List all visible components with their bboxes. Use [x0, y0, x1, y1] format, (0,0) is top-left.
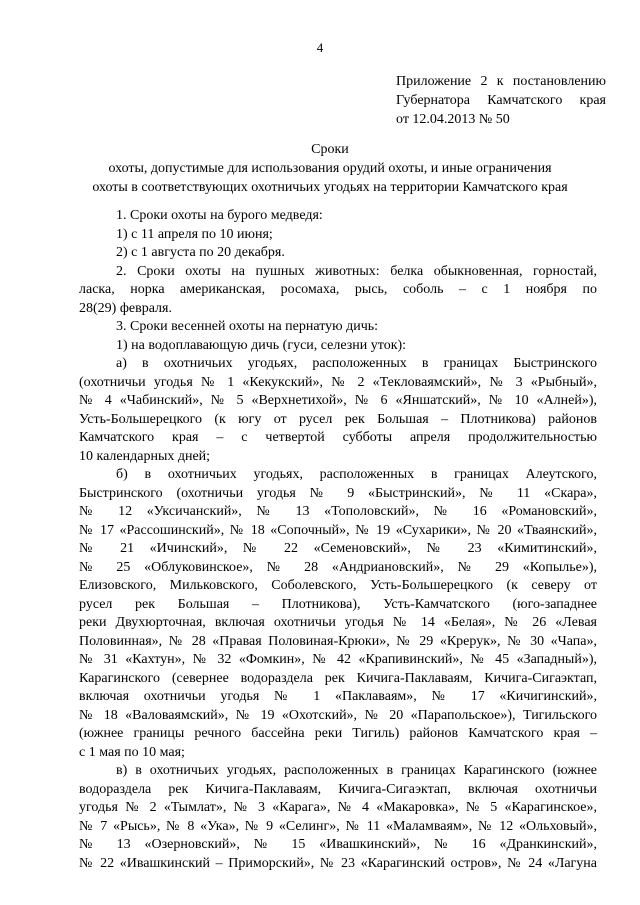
body-line: водораздела рек Кичига-Паклаваям, Кичига-Сигаэктап, включая охотничьи: [79, 781, 597, 797]
body-line: № 31 «Кахтун», № 32 «Фомкин», № 42 «Крапивинский», № 45 «Западный»),: [79, 652, 597, 667]
body-line: 2. Сроки охоты на пушных животных: белка обыкновенная, горностай,: [116, 263, 597, 279]
body-line: Усть-Большерецкого (к югу от русел рек Большая – Плотникова) районов: [79, 411, 597, 427]
body-line: № 17 «Рассошинский», № 18 «Сопочный», № 19 «Сухарики», № 20 «Тваянский»,: [79, 522, 597, 538]
appendix-line: Губернатора Камчатского края: [396, 93, 606, 108]
body-line: Елизовского, Мильковского, Соболевского, Усть-Большерецкого (к северу от: [79, 578, 597, 593]
body-line: Карагинского (севернее водораздела рек Кичига-Паклаваям, Кичига-Сигаэктап,: [79, 670, 597, 686]
appendix-line: от 12.04.2013 № 50: [396, 112, 510, 127]
body-line: № 25 «Облуковинское», № 28 «Андриановский», № 29 «Копылье»),: [79, 559, 597, 575]
appendix-line: Приложение 2 к постановлению: [396, 74, 606, 89]
body-line: 2) с 1 августа по 20 декабря.: [116, 245, 285, 260]
title-line: охоты в соответствующих охотничьих угодьях на территории Камчатского края: [92, 180, 568, 195]
body-line: включая охотничьи угодья № 1 «Паклаваям», № 17 «Кичигинский»,: [79, 689, 597, 704]
body-line: 28(29) февраля.: [79, 300, 172, 316]
body-line: № 21 «Ичинский», № 22 «Семеновский», № 23 «Кимитинский»,: [79, 541, 597, 556]
page-number: 4: [316, 40, 324, 55]
body-line: № 12 «Уксичанский», № 13 «Тополовский», № 16 «Романовский»,: [79, 504, 597, 519]
body-line: Быстринского (охотничьи угодья № 9 «Быстринский», № 11 «Скара»,: [79, 485, 597, 501]
body-line: а) в охотничьих угодьях, расположенных в границах Быстринского: [116, 356, 597, 371]
body-line: реки Двухюрточная, включая охотничьи угодья № 14 «Белая», № 26 «Левая: [79, 615, 597, 630]
body-line: № 18 «Валоваямский», № 19 «Охотский», № 20 «Парапольское»), Тигильского: [79, 707, 597, 723]
title-line: Сроки: [311, 142, 349, 157]
body-line: с 1 мая по 10 мая;: [79, 744, 185, 760]
body-line: № 7 «Рысь», № 8 «Ука», № 9 «Селинг», № 11 «Маламваям», № 12 «Ольховый»,: [79, 818, 597, 834]
body-line: Половинная», № 28 «Правая Половиная-Крюки», № 29 «Крерук», № 30 «Чапа»,: [79, 633, 597, 649]
body-line: 10 календарных дней;: [79, 448, 211, 464]
body-line: 1. Сроки охоты на бурого медведя:: [116, 208, 323, 223]
body-line: 1) на водоплавающую дичь (гуси, селезни уток):: [116, 337, 407, 353]
appendix-header: [396, 72, 606, 129]
body-line: б) в охотничьих угодьях, расположенных в границах Алеутского,: [116, 467, 597, 482]
body-line: 1) с 11 апреля по 10 июня;: [116, 226, 273, 242]
body-line: (южнее границы речного бассейна реки Тигиль) районов Камчатского края –: [79, 726, 597, 741]
document-body: [79, 207, 597, 873]
body-line: № 13 «Озерновский», № 15 «Ивашкинский», № 16 «Дранкинский»,: [79, 837, 597, 852]
body-line: (охотничьи угодья № 1 «Кекукский», № 2 «Текловаямский», № 3 «Рыбный»,: [79, 374, 597, 390]
body-line: угодья № 2 «Тымлат», № 3 «Карага», № 4 «Макаровка», № 5 «Карагинское»,: [79, 800, 597, 815]
body-line: № 4 «Чабинский», № 5 «Верхнетихой», № 6 «Яншатский», № 10 «Алней»),: [79, 393, 597, 408]
body-line: 3. Сроки весенней охоты на пернатую дичь:: [116, 319, 379, 334]
body-line: русел рек Большая – Плотникова), Усть-Камчатского (юго-западнее: [79, 596, 597, 612]
body-line: ласка, норка американская, росомаха, рысь, соболь – с 1 ноября по: [79, 282, 597, 297]
title-line: охоты, допустимые для использования орудий охоты, и иные ограничения: [108, 161, 552, 176]
body-line: Камчатского края – с четвертой субботы апреля продолжительностью: [79, 430, 597, 445]
document-title: [60, 140, 600, 197]
body-line: № 22 «Ивашкинский – Приморский», № 23 «Карагинский остров», № 24 «Лагуна: [79, 855, 597, 871]
body-line: в) в охотничьих угодьях, расположенных в границах Карагинского (южнее: [116, 763, 597, 778]
